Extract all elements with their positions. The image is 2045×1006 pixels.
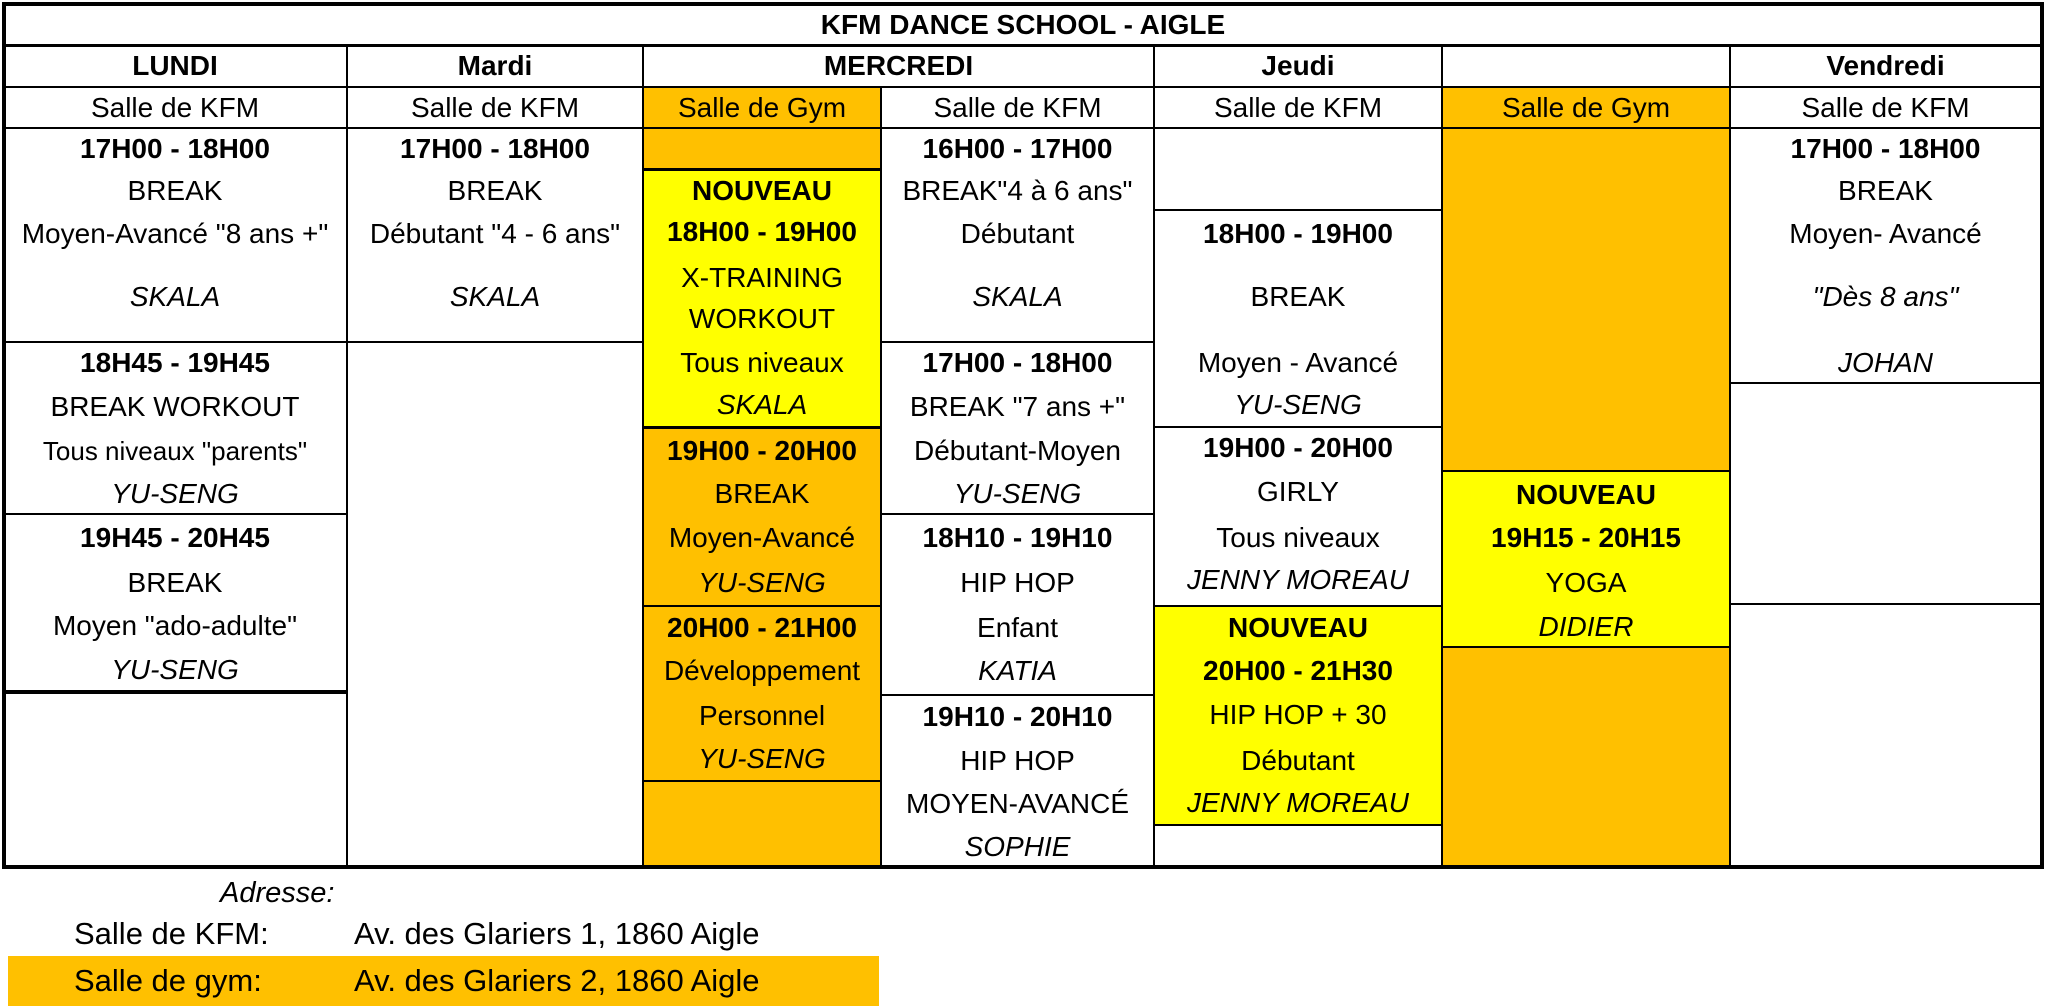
mercredi-gym-class-3-style-line2: Personnel	[698, 700, 826, 731]
mercredi-kfm-class-3-teacher: KATIA	[978, 655, 1057, 686]
mercredi-gym-line-4	[642, 780, 882, 782]
jeudi-kfm-class-3-badge: NOUVEAU	[1227, 612, 1368, 643]
lundi-class-1-teacher: SKALA	[129, 281, 221, 312]
mercredi-kfm-class-1-style: BREAK"4 à 6 ans"	[902, 175, 1133, 206]
mercredi-kfm-class-4-style: HIP HOP	[960, 745, 1075, 776]
mercredi-gym-class-2-style: BREAK	[714, 478, 810, 509]
mercredi-kfm-class-4-teacher: SOPHIE	[964, 831, 1071, 862]
jeudi-gym-class-1-teacher: DIDIER	[1538, 611, 1634, 642]
room-jeudi-kfm: Salle de KFM	[1213, 92, 1383, 123]
mercredi-gym-line-2	[642, 426, 882, 429]
vendredi-class-1-teacher: JOHAN	[1838, 347, 1933, 378]
lundi-class-2-style: BREAK WORKOUT	[50, 391, 300, 422]
lundi-class-2-level: Tous niveaux "parents"	[42, 436, 308, 466]
mercredi-gym-class-3-time: 20H00 - 21H00	[667, 612, 857, 643]
room-jeudi-gym: Salle de Gym	[1501, 92, 1671, 123]
mercredi-gym-class-2-level: Moyen-Avancé	[668, 522, 856, 553]
mercredi-kfm-class-4-level: MOYEN-AVANCÉ	[906, 788, 1129, 819]
mercredi-kfm-class-2-level: Débutant-Moyen	[913, 435, 1121, 466]
kfm-address-value: Av. des Glariers 1, 1860 Aigle	[354, 916, 760, 951]
jeudi-kfm-class-1-teacher: YU-SENG	[1234, 389, 1362, 420]
jeudi-gym-class-1-time: 19H15 - 20H15	[1491, 522, 1681, 553]
jeudi-kfm-class-1-time: 18H00 - 19H00	[1203, 218, 1393, 249]
room-lundi: Salle de KFM	[90, 92, 260, 123]
lundi-class-2-teacher: YU-SENG	[111, 478, 239, 509]
border-right	[2040, 2, 2044, 869]
mercredi-gym-class-1-badge: NOUVEAU	[691, 175, 832, 206]
mercredi-gym-class-2-teacher: YU-SENG	[698, 567, 826, 598]
jeudi-kfm-class-1-level: Moyen - Avancé	[1197, 347, 1399, 378]
jeudi-kfm-class-2-style: GIRLY	[1257, 476, 1339, 507]
mardi-class-1-teacher: SKALA	[449, 281, 541, 312]
mardi-class-1-style: BREAK	[447, 175, 543, 206]
lundi-row-line-3	[4, 690, 348, 694]
address-label: Adresse:	[220, 877, 335, 909]
mercredi-kfm-line-3	[880, 694, 1155, 696]
mercredi-gym-class-1-teacher: SKALA	[716, 389, 808, 420]
mercredi-kfm-class-3-style: HIP HOP	[960, 567, 1075, 598]
page-title: KFM DANCE SCHOOL - AIGLE	[820, 9, 1226, 40]
mercredi-gym-class-2-time: 19H00 - 20H00	[667, 435, 857, 466]
mercredi-kfm-class-2-time: 17H00 - 18H00	[922, 347, 1113, 378]
jeudi-kfm-class-1-style: BREAK	[1250, 281, 1346, 312]
jeudi-gym-line-1	[1441, 470, 1731, 472]
mercredi-gym-class-3-style-line1: Développement	[663, 655, 861, 686]
vendredi-class-1-level: Moyen- Avancé	[1789, 218, 1982, 249]
mercredi-kfm-class-2-teacher: YU-SENG	[953, 478, 1082, 509]
col-line-5	[1441, 44, 1443, 867]
jeudi-kfm-class-3-style: HIP HOP + 30	[1209, 699, 1387, 730]
lundi-class-1-level: Moyen-Avancé "8 ans +"	[21, 218, 329, 249]
vendredi-class-1-style: BREAK	[1838, 175, 1933, 206]
jeudi-kfm-class-2-teacher: JENNY MOREAU	[1187, 564, 1409, 595]
mardi-row-line-1	[346, 341, 644, 343]
day-mercredi: MERCREDI	[823, 50, 974, 81]
jeudi-kfm-class-3-level: Débutant	[1241, 745, 1355, 776]
room-vendredi: Salle de KFM	[1801, 92, 1970, 123]
vendredi-class-1-time: 17H00 - 18H00	[1790, 133, 1981, 164]
vendredi-line-2	[1729, 603, 2042, 605]
jeudi-kfm-class-3-time: 20H00 - 21H30	[1203, 655, 1393, 686]
kfm-address-name: Salle de KFM:	[74, 916, 269, 951]
mercredi-kfm-class-1-time: 16H00 - 17H00	[922, 133, 1113, 164]
lundi-class-3-level: Moyen "ado-adulte"	[52, 610, 298, 641]
vendredi-class-1-age: "Dès 8 ans"	[1812, 281, 1959, 312]
lundi-class-1-style: BREAK	[127, 175, 223, 206]
lundi-class-3-style: BREAK	[127, 567, 223, 598]
jeudi-kfm-class-2-level: Tous niveaux	[1216, 522, 1380, 553]
gym-address-name: Salle de gym:	[74, 963, 262, 998]
mercredi-kfm-class-3-time: 18H10 - 19H10	[922, 522, 1113, 553]
jeudi-gym-class-1-style: YOGA	[1545, 567, 1627, 598]
jeudi-kfm-line-4	[1153, 824, 1443, 826]
day-mardi: Mardi	[457, 50, 533, 81]
day-jeudi: Jeudi	[1261, 50, 1335, 81]
day-lundi: LUNDI	[132, 50, 218, 81]
mercredi-kfm-class-1-teacher: SKALA	[972, 281, 1063, 312]
room-mercredi-kfm: Salle de KFM	[933, 92, 1102, 123]
mardi-class-1-level: Débutant "4 - 6 ans"	[369, 218, 621, 249]
mercredi-gym-class-1-style-line1: X-TRAINING	[681, 262, 843, 293]
jeudi-kfm-line-3	[1153, 605, 1443, 607]
mercredi-gym-class-1-style-line2: WORKOUT	[688, 303, 836, 334]
room-mardi: Salle de KFM	[410, 92, 580, 123]
gym-address-value: Av. des Glariers 2, 1860 Aigle	[354, 963, 760, 998]
room-mercredi-gym: Salle de Gym	[677, 92, 847, 123]
lundi-class-1-time: 17H00 - 18H00	[80, 133, 270, 164]
mercredi-kfm-class-4-time: 19H10 - 20H10	[922, 701, 1113, 732]
mardi-class-1-time: 17H00 - 18H00	[400, 133, 590, 164]
jeudi-gym-class-1-badge: NOUVEAU	[1515, 479, 1656, 510]
jeudi-kfm-class-3-teacher: JENNY MOREAU	[1187, 787, 1409, 818]
mercredi-gym-line-3	[642, 605, 882, 607]
mercredi-gym-class-1-time: 18H00 - 19H00	[667, 216, 857, 247]
mercredi-kfm-class-2-style: BREAK "7 ans +"	[909, 391, 1126, 422]
mercredi-gym-class-3-teacher: YU-SENG	[698, 743, 826, 774]
mercredi-kfm-class-1-level: Débutant	[960, 218, 1075, 249]
mercredi-gym-class-1-level: Tous niveaux	[680, 347, 844, 378]
lundi-class-3-teacher: YU-SENG	[111, 654, 239, 685]
mercredi-kfm-class-3-level: Enfant	[977, 612, 1058, 643]
lundi-class-3-time: 19H45 - 20H45	[80, 522, 270, 553]
jeudi-kfm-line-1	[1153, 209, 1443, 211]
lundi-class-2-time: 18H45 - 19H45	[80, 347, 270, 378]
jeudi-kfm-class-2-time: 19H00 - 20H00	[1203, 432, 1393, 463]
day-vendredi: Vendredi	[1826, 50, 1945, 81]
